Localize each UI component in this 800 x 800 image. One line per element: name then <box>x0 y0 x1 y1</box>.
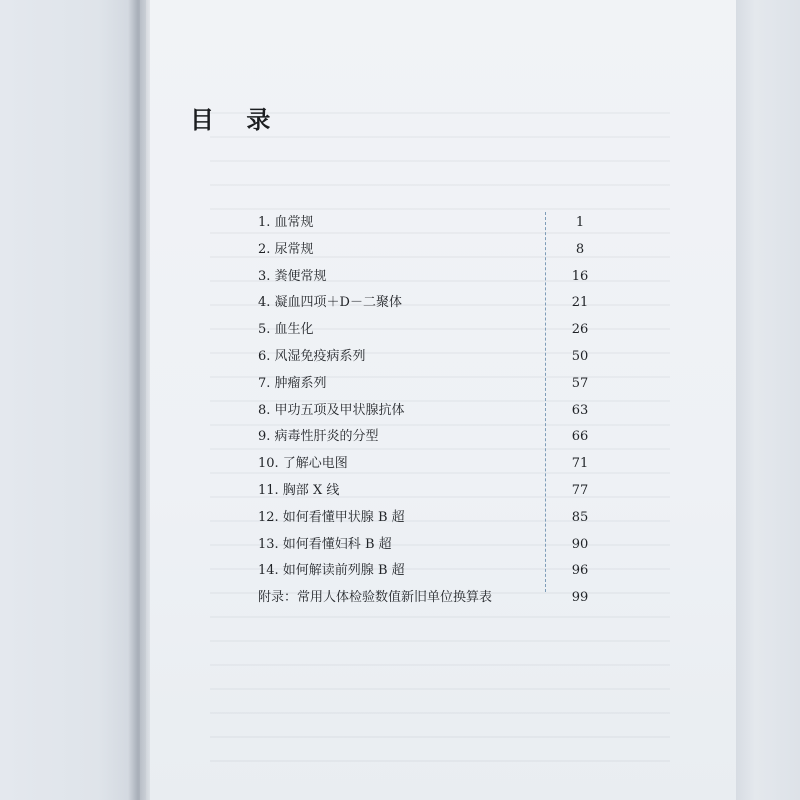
toc-entry[interactable] <box>258 451 610 478</box>
book-gutter <box>128 0 150 800</box>
toc-entry-page: 71 <box>571 456 589 472</box>
toc-entry-label: 14. 如何解读前列腺 B 超 <box>258 563 405 579</box>
toc-entry-label: 10. 了解心电图 <box>258 456 348 472</box>
toc-entry-label: 11. 胸部 X 线 <box>258 482 340 498</box>
toc-entry-label: 6. 风湿免疫病系列 <box>258 348 366 364</box>
toc-entry-page: 90 <box>571 536 589 552</box>
toc-entry-label: 2. 尿常规 <box>258 241 314 257</box>
toc-entry-page: 8 <box>575 241 585 257</box>
toc-entry-page: 26 <box>571 322 589 338</box>
toc-entry-label: 3. 粪便常规 <box>258 268 327 284</box>
toc-entry-label: 12. 如何看懂甲状腺 B 超 <box>258 509 405 525</box>
toc-entry[interactable] <box>258 344 610 371</box>
toc-entry[interactable] <box>258 505 610 532</box>
left-page <box>0 0 140 800</box>
toc-entry-page: 99 <box>571 590 589 606</box>
toc-entry-page: 1 <box>575 215 585 230</box>
toc-entry-label: 8. 甲功五项及甲状腺抗体 <box>258 402 405 418</box>
toc-entry[interactable] <box>258 264 610 291</box>
toc-entry[interactable] <box>258 398 610 425</box>
toc-entry[interactable] <box>258 371 610 398</box>
toc-entry-page: 50 <box>571 348 589 364</box>
toc-entry-label: 1. 血常规 <box>258 215 314 230</box>
toc-title: 目 录 <box>190 105 283 134</box>
page-stack-edge <box>736 0 800 800</box>
toc-entry[interactable] <box>258 237 610 264</box>
toc-entry[interactable] <box>258 558 610 585</box>
toc-entry-label: 13. 如何看懂妇科 B 超 <box>258 536 392 552</box>
toc-entry[interactable] <box>258 424 610 451</box>
toc-entry-page: 77 <box>571 482 589 498</box>
toc-entry-appendix[interactable] <box>258 585 610 612</box>
toc-entry[interactable] <box>258 532 610 559</box>
toc-entry[interactable] <box>258 210 610 237</box>
toc-list <box>258 210 610 612</box>
toc-entry-page: 21 <box>571 295 589 311</box>
toc-entry-label: 7. 肿瘤系列 <box>258 375 327 391</box>
toc-entry-page: 16 <box>571 268 589 284</box>
toc-entry-page: 85 <box>571 509 589 525</box>
toc-entry-page: 57 <box>571 375 589 391</box>
toc-entry-label: 5. 血生化 <box>258 322 314 338</box>
toc-entry-label: 4. 凝血四项＋D－二聚体 <box>258 295 402 311</box>
toc-entry[interactable] <box>258 290 610 317</box>
toc-entry-label: 附录：常用人体检验数值新旧单位换算表 <box>258 590 493 606</box>
toc-entry[interactable] <box>258 478 610 505</box>
toc-entry-page: 63 <box>571 402 589 418</box>
toc-entry-label: 9. 病毒性肝炎的分型 <box>258 429 379 445</box>
toc-entry-page: 66 <box>571 429 589 445</box>
toc-entry-page: 96 <box>571 563 589 579</box>
toc-entry[interactable] <box>258 317 610 344</box>
